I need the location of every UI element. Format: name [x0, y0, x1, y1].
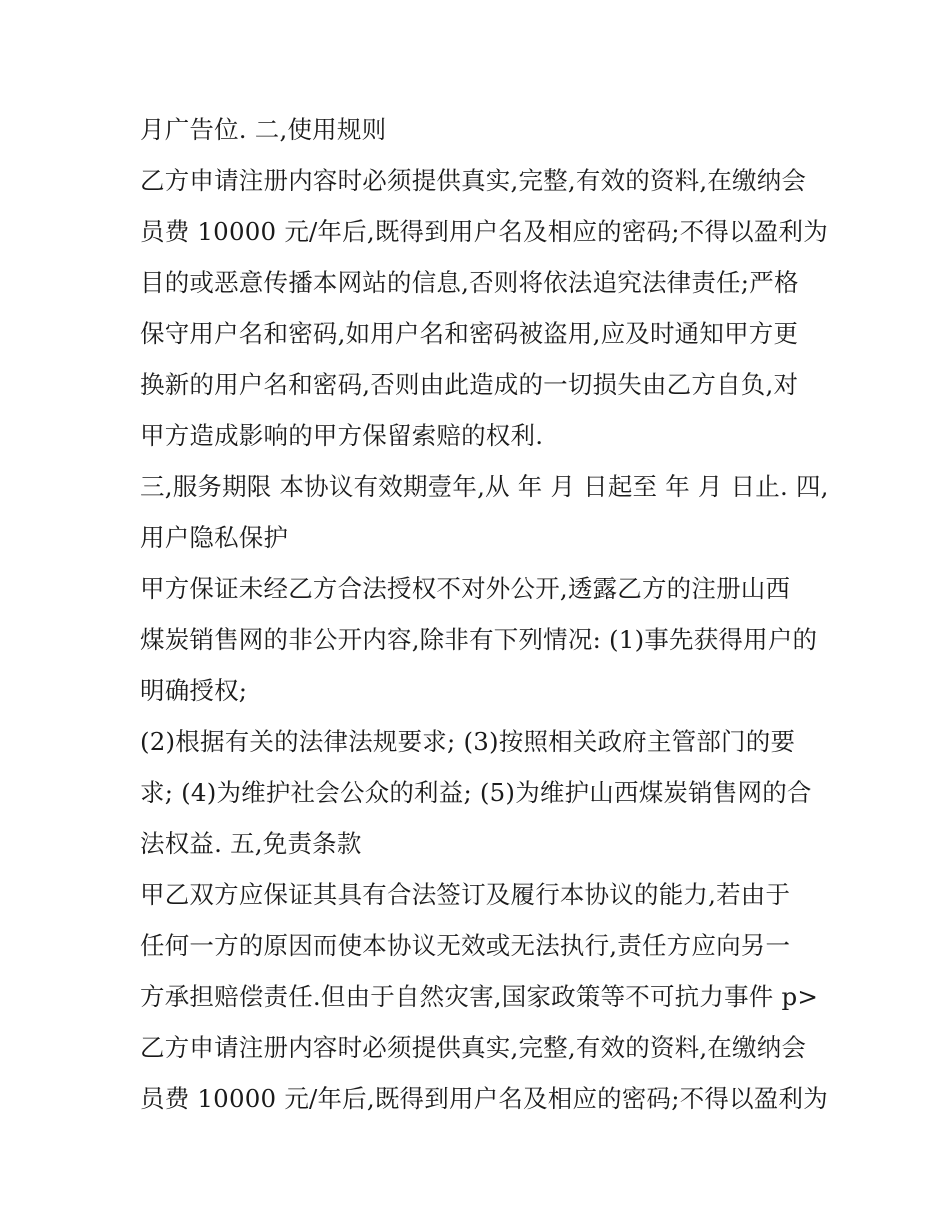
text-line: 法权益. 五,免责条款 [140, 829, 362, 858]
text-line: 目的或恶意传播本网站的信息,否则将依法追究法律责任;严格 [140, 268, 799, 297]
text-line: 月广告位. 二,使用规则 [140, 115, 387, 144]
document-body [140, 104, 829, 1124]
text-line: 员费 10000 元/年后,既得到用户名及相应的密码;不得以盈利为 [140, 217, 828, 246]
text-line: 明确授权; [140, 676, 248, 705]
text-line: 三,服务期限 本协议有效期壹年,从 年 月 日起至 年 月 日止. 四, [140, 472, 829, 501]
text-line: 用户隐私保护 [140, 523, 289, 552]
text-line: 乙方申请注册内容时必须提供真实,完整,有效的资料,在缴纳会 [140, 166, 807, 195]
text-line: 求; (4)为维护社会公众的利益; (5)为维护山西煤炭销售网的合 [140, 778, 812, 807]
text-line: 煤炭销售网的非公开内容,除非有下列情况: (1)事先获得用户的 [140, 625, 818, 654]
text-line: 员费 10000 元/年后,既得到用户名及相应的密码;不得以盈利为 [140, 1084, 828, 1113]
text-line: 甲方保证未经乙方合法授权不对外公开,透露乙方的注册山西 [140, 574, 791, 603]
text-line: 方承担赔偿责任.但由于自然灾害,国家政策等不可抗力事件 p> [140, 982, 819, 1011]
text-line: (2)根据有关的法律法规要求; (3)按照相关政府主管部门的要 [140, 727, 796, 756]
text-line: 甲乙双方应保证其具有合法签订及履行本协议的能力,若由于 [140, 880, 791, 909]
text-line: 乙方申请注册内容时必须提供真实,完整,有效的资料,在缴纳会 [140, 1033, 807, 1062]
text-line: 换新的用户名和密码,否则由此造成的一切损失由乙方自负,对 [140, 370, 799, 399]
text-line: 保守用户名和密码,如用户名和密码被盗用,应及时通知甲方更 [140, 319, 799, 348]
text-line: 甲方造成影响的甲方保留索赔的权利. [140, 421, 544, 450]
text-line: 任何一方的原因而使本协议无效或无法执行,责任方应向另一 [140, 931, 791, 960]
